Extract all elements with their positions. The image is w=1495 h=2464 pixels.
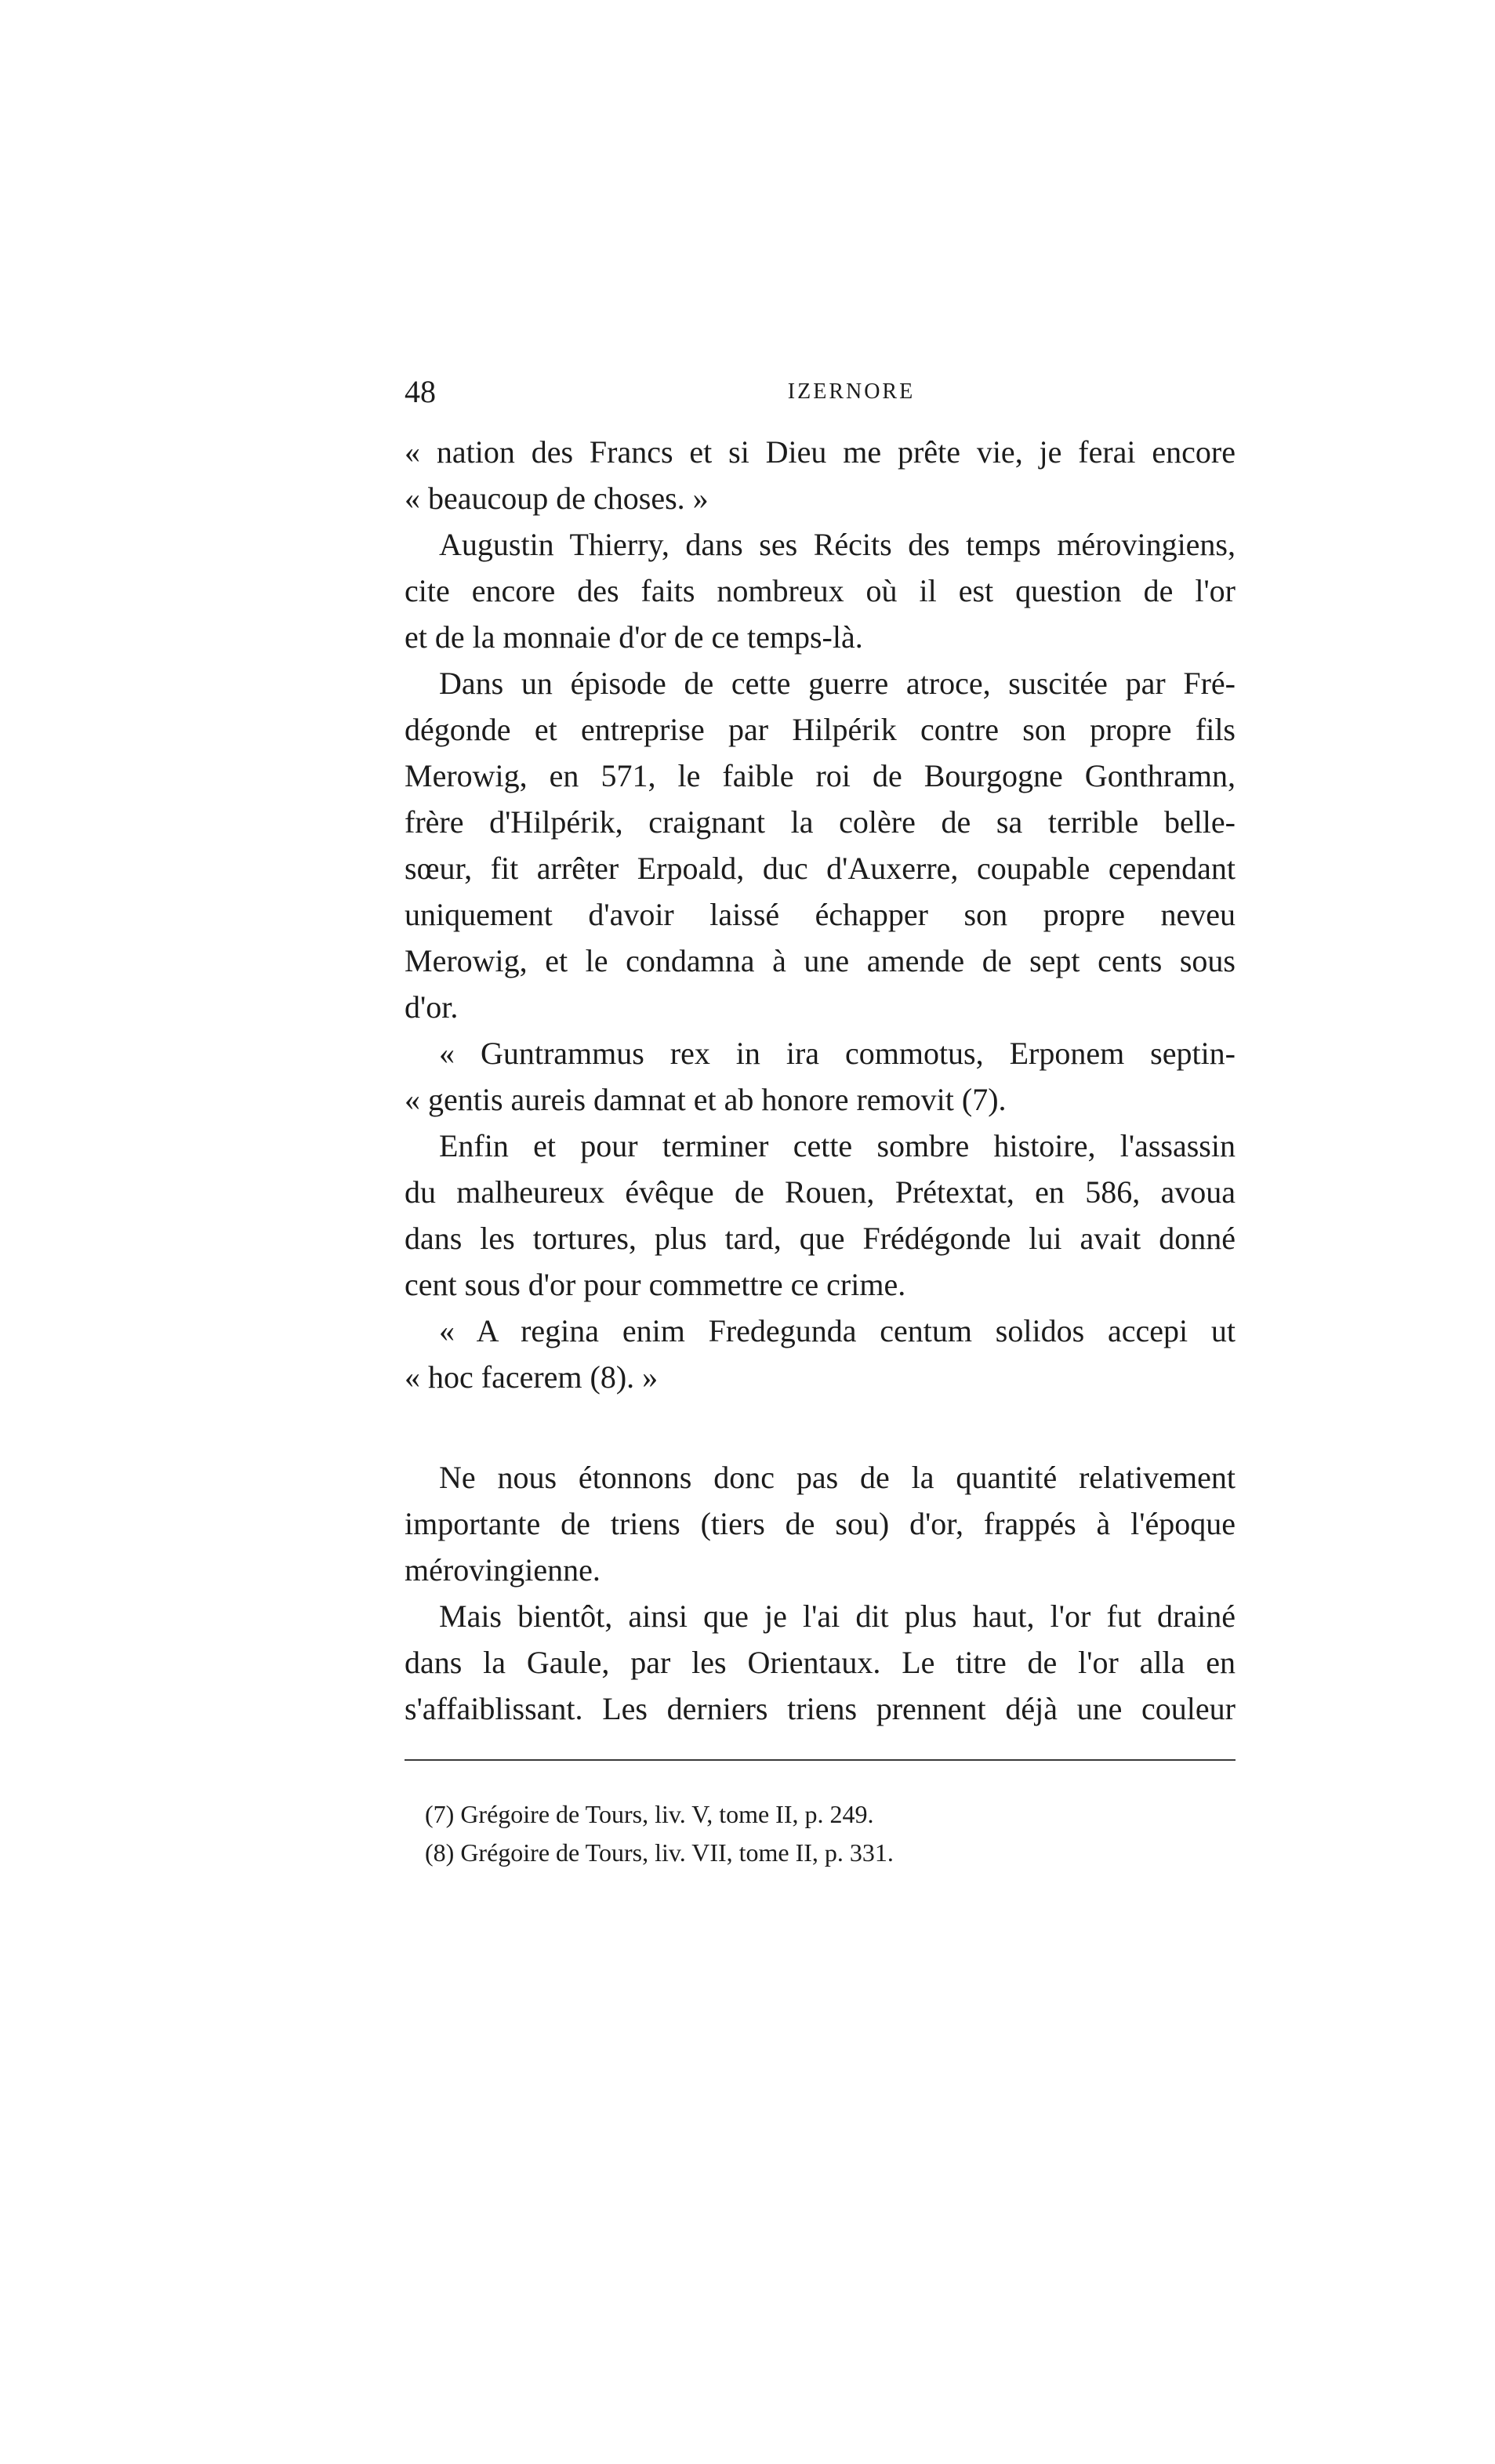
text-line: Enfin et pour terminer cette sombre histoire, l'assassin: [439, 1128, 1236, 1163]
body-text: [405, 429, 1236, 1732]
text-line: « beaucoup de choses. »: [405, 481, 709, 516]
page-number: 48: [405, 374, 436, 409]
text-line: cite encore des faits nombreux où il est question de l'or: [405, 573, 1236, 608]
text-line: dans les tortures, plus tard, que Frédégonde lui avait donné: [405, 1221, 1236, 1256]
page-header: [405, 368, 1236, 416]
text-line: dégonde et entreprise par Hilpérik contre son propre fils: [405, 712, 1236, 747]
text-line: Augustin Thierry, dans ses Récits des temps mérovingiens,: [439, 527, 1236, 562]
footnote: (8) Grégoire de Tours, liv. VII, tome II, p. 331.: [425, 1838, 894, 1867]
text-line: d'or.: [405, 989, 459, 1025]
text-line: cent sous d'or pour commettre ce crime.: [405, 1267, 906, 1302]
text-line: frère d'Hilpérik, craignant la colère de sa terrible belle-: [405, 804, 1236, 840]
text-line: « gentis aureis damnat et ab honore removit (7).: [405, 1082, 1007, 1117]
text-line: Ne nous étonnons donc pas de la quantité relativement: [439, 1460, 1236, 1495]
text-line: s'affaiblissant. Les derniers triens prennent déjà une couleur: [405, 1691, 1236, 1726]
text-line: « hoc facerem (8). »: [405, 1359, 659, 1395]
text-line: et de la monnaie d'or de ce temps-là.: [405, 619, 863, 655]
text-line: importante de triens (tiers de sou) d'or, frappés à l'époque: [405, 1506, 1236, 1541]
text-line: Dans un épisode de cette guerre atroce, suscitée par Fré-: [439, 666, 1236, 701]
footnotes: [425, 1795, 1209, 1872]
running-title: IZERNORE: [787, 379, 916, 404]
text-line: Merowig, et le condamna à une amende de sept cents sous: [405, 943, 1236, 978]
text-line: uniquement d'avoir laissé échapper son propre neveu: [405, 897, 1236, 932]
text-line: « nation des Francs et si Dieu me prête vie, je ferai encore: [405, 434, 1236, 470]
paragraph-gap: [405, 1400, 1236, 1454]
text-line: « A regina enim Fredegunda centum solidos accepi ut: [439, 1313, 1236, 1348]
text-line: « Guntrammus rex in ira commotus, Erponem septin-: [439, 1036, 1236, 1071]
text-line: du malheureux évêque de Rouen, Prétextat, en 586, avoua: [405, 1174, 1236, 1210]
text-line: sœur, fit arrêter Erpoald, duc d'Auxerre, coupable cependant: [405, 851, 1236, 886]
text-line: mérovingienne.: [405, 1552, 601, 1588]
text-line: Mais bientôt, ainsi que je l'ai dit plus haut, l'or fut drainé: [439, 1599, 1236, 1634]
text-line: Merowig, en 571, le faible roi de Bourgogne Gonthramn,: [405, 758, 1236, 793]
footnote-rule: [405, 1759, 1236, 1761]
text-line: dans la Gaule, par les Orientaux. Le titre de l'or alla en: [405, 1645, 1236, 1680]
footnote: (7) Grégoire de Tours, liv. V, tome II, p. 249.: [425, 1800, 874, 1828]
